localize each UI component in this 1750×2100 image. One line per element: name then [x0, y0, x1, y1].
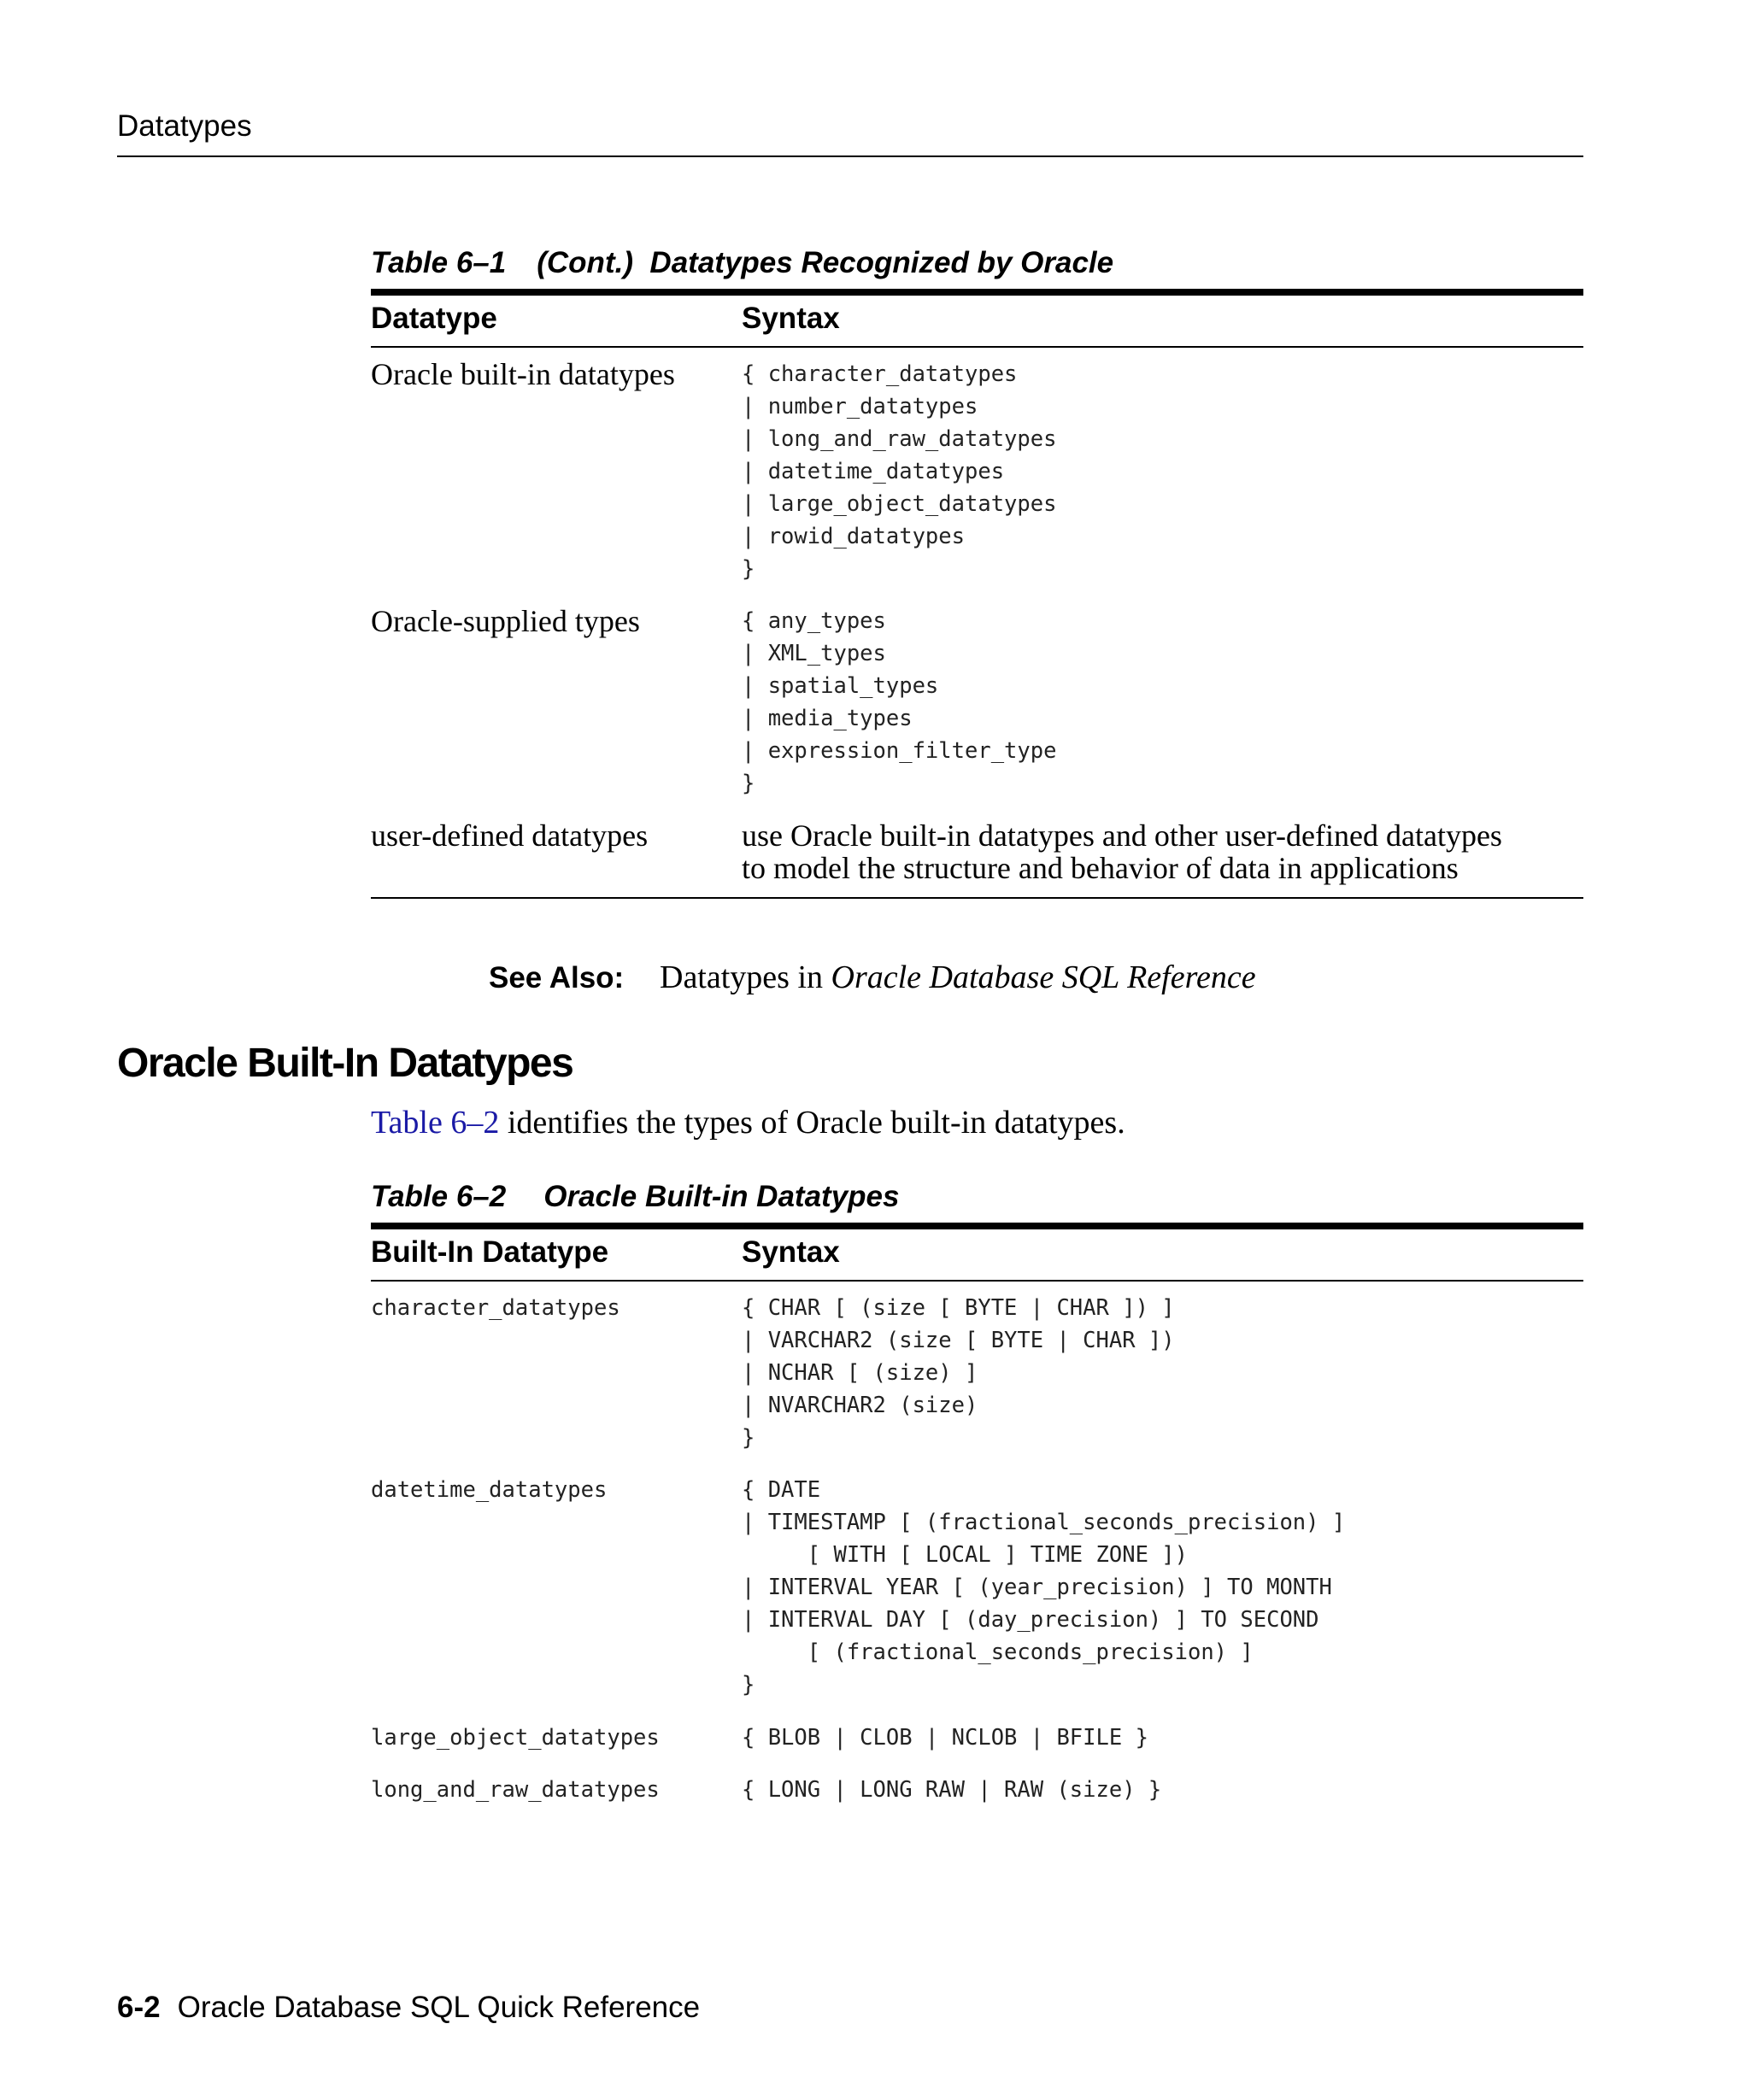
table1-col-datatype-header: Datatype — [371, 302, 497, 335]
table2-col-syntax-header: Syntax — [742, 1235, 840, 1269]
see-also-label: See Also: — [489, 961, 625, 994]
see-also-note — [489, 957, 1256, 999]
table2-row4-datatype: long_and_raw_datatypes — [371, 1777, 660, 1803]
section-intro — [371, 1102, 1125, 1143]
table2-row2-syntax: { DATE | TIMESTAMP [ (fractional_seconds_precision) ] [ WITH [ LOCAL ] TIME ZONE ]) | INTERVAL YEAR [ (year_precision) ] TO MONTH | INTERVAL DAY [ (day_precision) ] TO SECOND [ (fractional_seconds_precision) ] } — [742, 1477, 1346, 1698]
see-also-reference: Oracle Database SQL Reference — [831, 959, 1256, 995]
table2-row1-syntax: { CHAR [ (size [ BYTE | CHAR ]) ] | VARCHAR2 (size [ BYTE | CHAR ]) | NCHAR [ (size) ] | NVARCHAR2 (size) } — [742, 1295, 1175, 1451]
table1-title: (Cont.) Datatypes Recognized by Oracle — [537, 246, 1114, 279]
table2-row4-syntax: { LONG | LONG RAW | RAW (size) } — [742, 1777, 1162, 1803]
table2-number: Table 6–2 — [371, 1180, 507, 1213]
section-title: Oracle Built-In Datatypes — [117, 1041, 573, 1086]
see-also-text: Datatypes in — [660, 959, 831, 995]
table1-row1-datatype: Oracle built-in datatypes — [371, 357, 675, 391]
table1-col-syntax-header: Syntax — [742, 302, 840, 335]
table1-top-rule — [371, 289, 1583, 296]
page-number: 6-2 — [117, 1991, 161, 2024]
table2-row3-syntax: { BLOB | CLOB | NCLOB | BFILE } — [742, 1725, 1148, 1751]
table2-row3-datatype: large_object_datatypes — [371, 1725, 660, 1751]
table1-caption — [371, 244, 1113, 282]
table1-header-rule — [371, 346, 1583, 348]
table2-title: Oracle Built-in Datatypes — [543, 1180, 900, 1213]
table2-col-datatype-header: Built-In Datatype — [371, 1235, 609, 1269]
table2-top-rule — [371, 1223, 1583, 1229]
table1-row3-datatype: user-defined datatypes — [371, 818, 649, 853]
table2-row1-datatype: character_datatypes — [371, 1295, 620, 1321]
page-footer — [117, 1989, 700, 2027]
section-intro-text: identifies the types of Oracle built-in datatypes. — [499, 1105, 1125, 1141]
book-title: Oracle Database SQL Quick Reference — [177, 1991, 701, 2024]
header-rule — [117, 155, 1583, 157]
running-header: Datatypes — [117, 109, 252, 143]
table1-row2-syntax: { any_types | XML_types | spatial_types | media_types | expression_filter_type } — [742, 608, 1057, 796]
table1-row2-datatype: Oracle-supplied types — [371, 604, 640, 638]
table1-row3-syntax-line1: use Oracle built-in datatypes and other user-defined datatypes — [742, 818, 1502, 853]
table2-link[interactable]: Table 6–2 — [371, 1105, 500, 1141]
table1-bottom-rule — [371, 897, 1583, 899]
table1-row1-syntax: { character_datatypes | number_datatypes | long_and_raw_datatypes | datetime_datatypes | large_object_datatypes | rowid_datatypes } — [742, 361, 1057, 582]
table1-row3-syntax-line2: to model the structure and behavior of data in applications — [742, 851, 1459, 885]
table2-caption — [371, 1178, 899, 1216]
table2-header-rule — [371, 1280, 1583, 1282]
table2-row2-datatype: datetime_datatypes — [371, 1477, 608, 1503]
table1-number: Table 6–1 — [371, 246, 507, 279]
